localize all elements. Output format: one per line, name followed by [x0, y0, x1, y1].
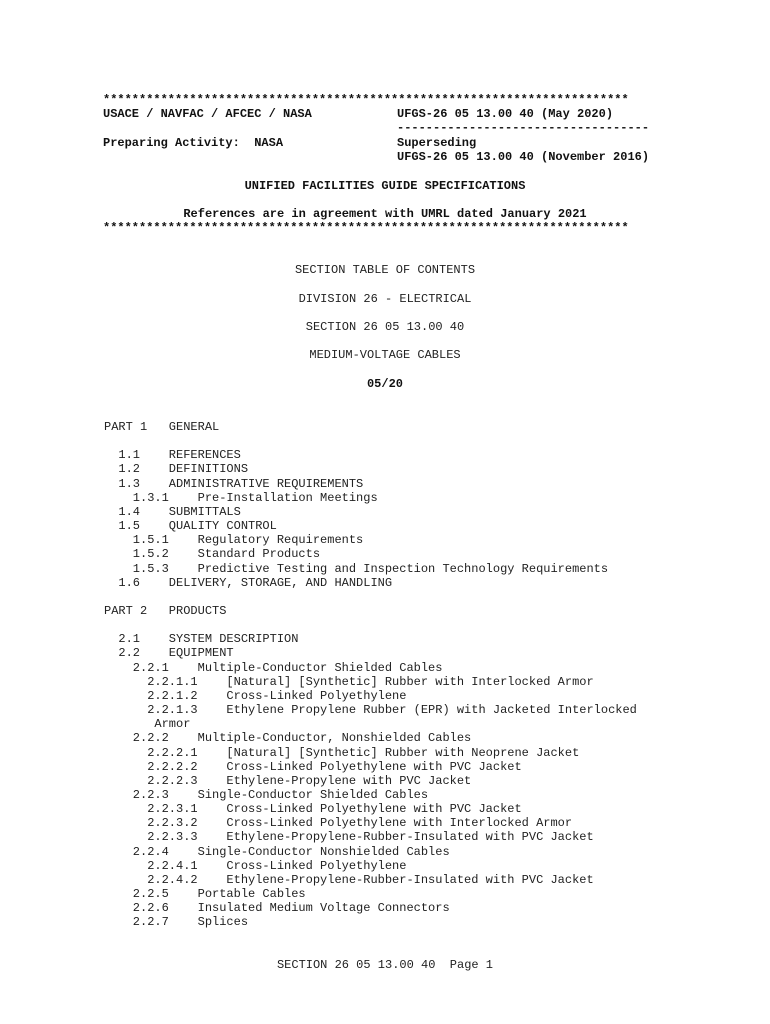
toc-entry: 2.2.1.3 Ethylene Propylene Rubber (EPR) with Jacketed Interlocked — [104, 703, 637, 717]
toc-entry: 1.4 SUBMITTALS — [104, 504, 241, 519]
toc-entry: 2.2.2.3 Ethylene-Propylene with PVC Jacket — [104, 773, 472, 788]
toc-entry: 2.2.7 Splices — [104, 915, 249, 930]
toc-entry: 2.2.3.2 Cross-Linked Polyethylene with Interlocked Armor — [104, 816, 573, 831]
toc-entry: 2.2.2.2 Cross-Linked Polyethylene with PVC Jacket — [104, 759, 522, 774]
toc-entry: 2.2.2 Multiple-Conductor, Nonshielded Cables — [104, 731, 472, 746]
toc-entry: 1.3 ADMINISTRATIVE REQUIREMENTS — [104, 476, 364, 491]
toc-entry: 1.5 QUALITY CONTROL — [104, 519, 277, 533]
header-org: USACE / NAVFAC / AFCEC / NASA — [103, 107, 312, 121]
toc-part-heading: PART 2 PRODUCTS — [104, 604, 227, 618]
header-title: UNIFIED FACILITIES GUIDE SPECIFICATIONS — [244, 179, 526, 193]
toc-entry: 2.2.4 Single-Conductor Nonshielded Cables — [104, 844, 450, 859]
toc-entry: 1.6 DELIVERY, STORAGE, AND HANDLING — [104, 575, 393, 590]
header-superseding: Superseding — [397, 136, 477, 150]
header-preparing-activity: Preparing Activity: NASA — [103, 136, 284, 150]
toc-entry: 1.3.1 Pre-Installation Meetings — [104, 490, 378, 505]
toc-entry: Armor — [104, 717, 191, 732]
toc-entry: 2.2.4.1 Cross-Linked Polyethylene — [104, 858, 407, 873]
toc-date: 05/20 — [366, 377, 403, 391]
toc-entry: 2.2.1.1 [Natural] [Synthetic] Rubber with Interlocked Armor — [104, 674, 594, 689]
toc-entry: 2.2.1 Multiple-Conductor Shielded Cables — [104, 660, 443, 675]
toc-entry: 1.5.1 Regulatory Requirements — [104, 533, 364, 548]
header-references: References are in agreement with UMRL dated January 2021 — [183, 207, 587, 221]
toc-entry: 2.2.5 Portable Cables — [104, 887, 306, 901]
toc-section-name: MEDIUM-VOLTAGE CABLES — [309, 348, 461, 362]
toc-entry: 2.2.3.3 Ethylene-Propylene-Rubber-Insulated with PVC Jacket — [104, 830, 594, 845]
toc-entry: 2.1 SYSTEM DESCRIPTION — [104, 632, 299, 647]
toc-entry: 1.2 DEFINITIONS — [104, 462, 249, 477]
toc-entry: 2.2.3.1 Cross-Linked Polyethylene with PVC Jacket — [104, 802, 522, 816]
toc-entry: 2.2.2.1 [Natural] [Synthetic] Rubber with Neoprene Jacket — [104, 745, 580, 760]
toc-entry: 2.2.6 Insulated Medium Voltage Connectors — [104, 901, 450, 916]
header-stars-top: ************************************************************************* — [103, 93, 629, 107]
toc-heading: SECTION TABLE OF CONTENTS — [294, 263, 476, 277]
toc-division: DIVISION 26 - ELECTRICAL — [298, 292, 472, 306]
toc-entry: 1.5.3 Predictive Testing and Inspection Technology Requirements — [104, 561, 609, 576]
header-superseded-ufgs: UFGS-26 05 13.00 40 (November 2016) — [397, 150, 650, 164]
toc-section: SECTION 26 05 13.00 40 — [305, 320, 465, 334]
toc-entry: 2.2 EQUIPMENT — [104, 646, 234, 661]
header-dashes: ----------------------------------- — [397, 121, 650, 135]
page-footer: SECTION 26 05 13.00 40 Page 1 — [276, 958, 494, 972]
toc-entry: 2.2.4.2 Ethylene-Propylene-Rubber-Insulated with PVC Jacket — [104, 872, 594, 887]
toc-entry: 2.2.3 Single-Conductor Shielded Cables — [104, 787, 429, 802]
toc-part-heading: PART 1 GENERAL — [104, 420, 220, 434]
header-stars-bottom: ************************************************************************* — [103, 221, 629, 235]
header-ufgs: UFGS-26 05 13.00 40 (May 2020) — [397, 107, 614, 121]
toc-entry: 1.1 REFERENCES — [104, 448, 241, 463]
toc-entry: 1.5.2 Standard Products — [104, 547, 321, 562]
toc-entry: 2.2.1.2 Cross-Linked Polyethylene — [104, 688, 407, 703]
